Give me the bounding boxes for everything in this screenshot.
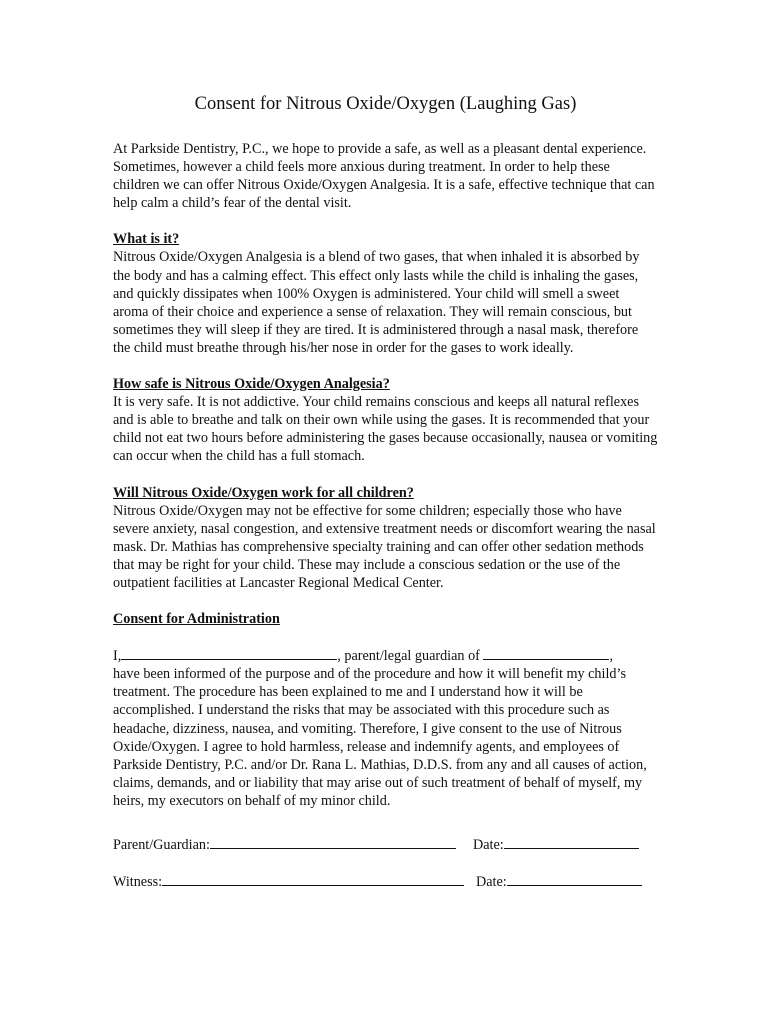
guardian-date-field[interactable]: [504, 836, 639, 849]
intro-paragraph: At Parkside Dentistry, P.C., we hope to provide a safe, as well as a pleasant dental experience. Sometimes, however a child feels more anxious during treatment. In order to help these children we can offer Nitrous Oxide/Oxygen Analgesia. It is a safe, effective technique that can help calm a child’s fear of the dental visit.: [113, 141, 655, 212]
guardian-date-label: Date:: [473, 837, 504, 853]
guardian-signature-row: [113, 836, 658, 854]
consent-name-line: [113, 647, 658, 665]
witness-date-field[interactable]: [507, 873, 642, 886]
form-title: Consent for Nitrous Oxide/Oxygen (Laughing Gas): [194, 94, 577, 114]
witness-signature-group: [113, 873, 464, 891]
section-body-how-safe: It is very safe. It is not addictive. Your child remains conscious and keeps all natural reflexes and is able to breathe and talk on their own while using the gases. It is recommended that your child not eat two hours before administering the gases because occasionally, nausea or vomiting can occur when the child has a full stomach.: [113, 394, 658, 465]
witness-signature-field[interactable]: [162, 873, 464, 886]
witness-signature-row: [113, 873, 658, 891]
section-heading-how-safe: How safe is Nitrous Oxide/Oxygen Analgesia?: [113, 376, 390, 393]
consent-form-page: [113, 92, 658, 891]
child-name-field[interactable]: [483, 647, 609, 660]
consent-line-suffix: ,: [609, 648, 613, 665]
section-how-safe: [113, 375, 658, 465]
guardian-name-field[interactable]: [121, 647, 337, 660]
section-what-is-it: [113, 230, 658, 357]
guardian-signature-group: [113, 836, 456, 854]
consent-line-middle: , parent/legal guardian of: [337, 648, 480, 665]
guardian-signature-field[interactable]: [210, 836, 456, 849]
consent-heading: Consent for Administration: [113, 611, 280, 628]
guardian-date-group: [473, 836, 639, 854]
section-heading-what-is-it: What is it?: [113, 231, 180, 248]
consent-section: [113, 610, 658, 810]
witness-date-group: [476, 873, 642, 891]
witness-date-label: Date:: [476, 874, 507, 890]
guardian-label: Parent/Guardian:: [113, 837, 210, 853]
witness-label: Witness:: [113, 874, 163, 890]
section-all-children: [113, 484, 658, 593]
consent-body: have been informed of the purpose and of the procedure and how it will benefit my child’s treatment. The procedure has been explained to me and I understand how it will be accomplished. I understand the risks that may be associated with this procedure such as headache, dizziness, nausea, and vomiting. Therefore, I give consent to the use of Nitrous Oxide/Oxygen. I agree to hold harmless, release and indemnify agents, and employees of Parkside Dentistry, P.C. and/or Dr. Rana L. Mathias, D.D.S. from any and all causes of action, claims, demands, and or liability that may arise out of such treatment of behalf of myself, my heirs, my executors on behalf of my minor child.: [113, 666, 647, 809]
section-heading-all-children: Will Nitrous Oxide/Oxygen work for all children?: [113, 484, 414, 501]
intro-section: [113, 140, 658, 212]
consent-line-prefix: I,: [113, 648, 122, 665]
section-body-what-is-it: Nitrous Oxide/Oxygen Analgesia is a blend of two gases, that when inhaled it is absorbed by the body and has a calming effect. This effect only lasts while the child is inhaling the gases, and quickly dissipates when 100% Oxygen is administered. Your child will smell a sweet aroma of their choice and experience a sense of relaxation. They will remain conscious, but sometimes they will sleep if they are tired. It is administered through a nasal mask, therefore the child must breathe through his/her nose in order for the gases to work ideally.: [113, 249, 640, 356]
section-body-all-children: Nitrous Oxide/Oxygen may not be effective for some children; especially those who have severe anxiety, nasal congestion, and extensive treatment needs or discomfort wearing the nasal mask. Dr. Mathias has comprehensive specialty training and can offer other sedation methods that may be right for your child. These may include a conscious sedation or the use of the outpatient facilities at Lancaster Regional Medical Center.: [113, 502, 656, 591]
